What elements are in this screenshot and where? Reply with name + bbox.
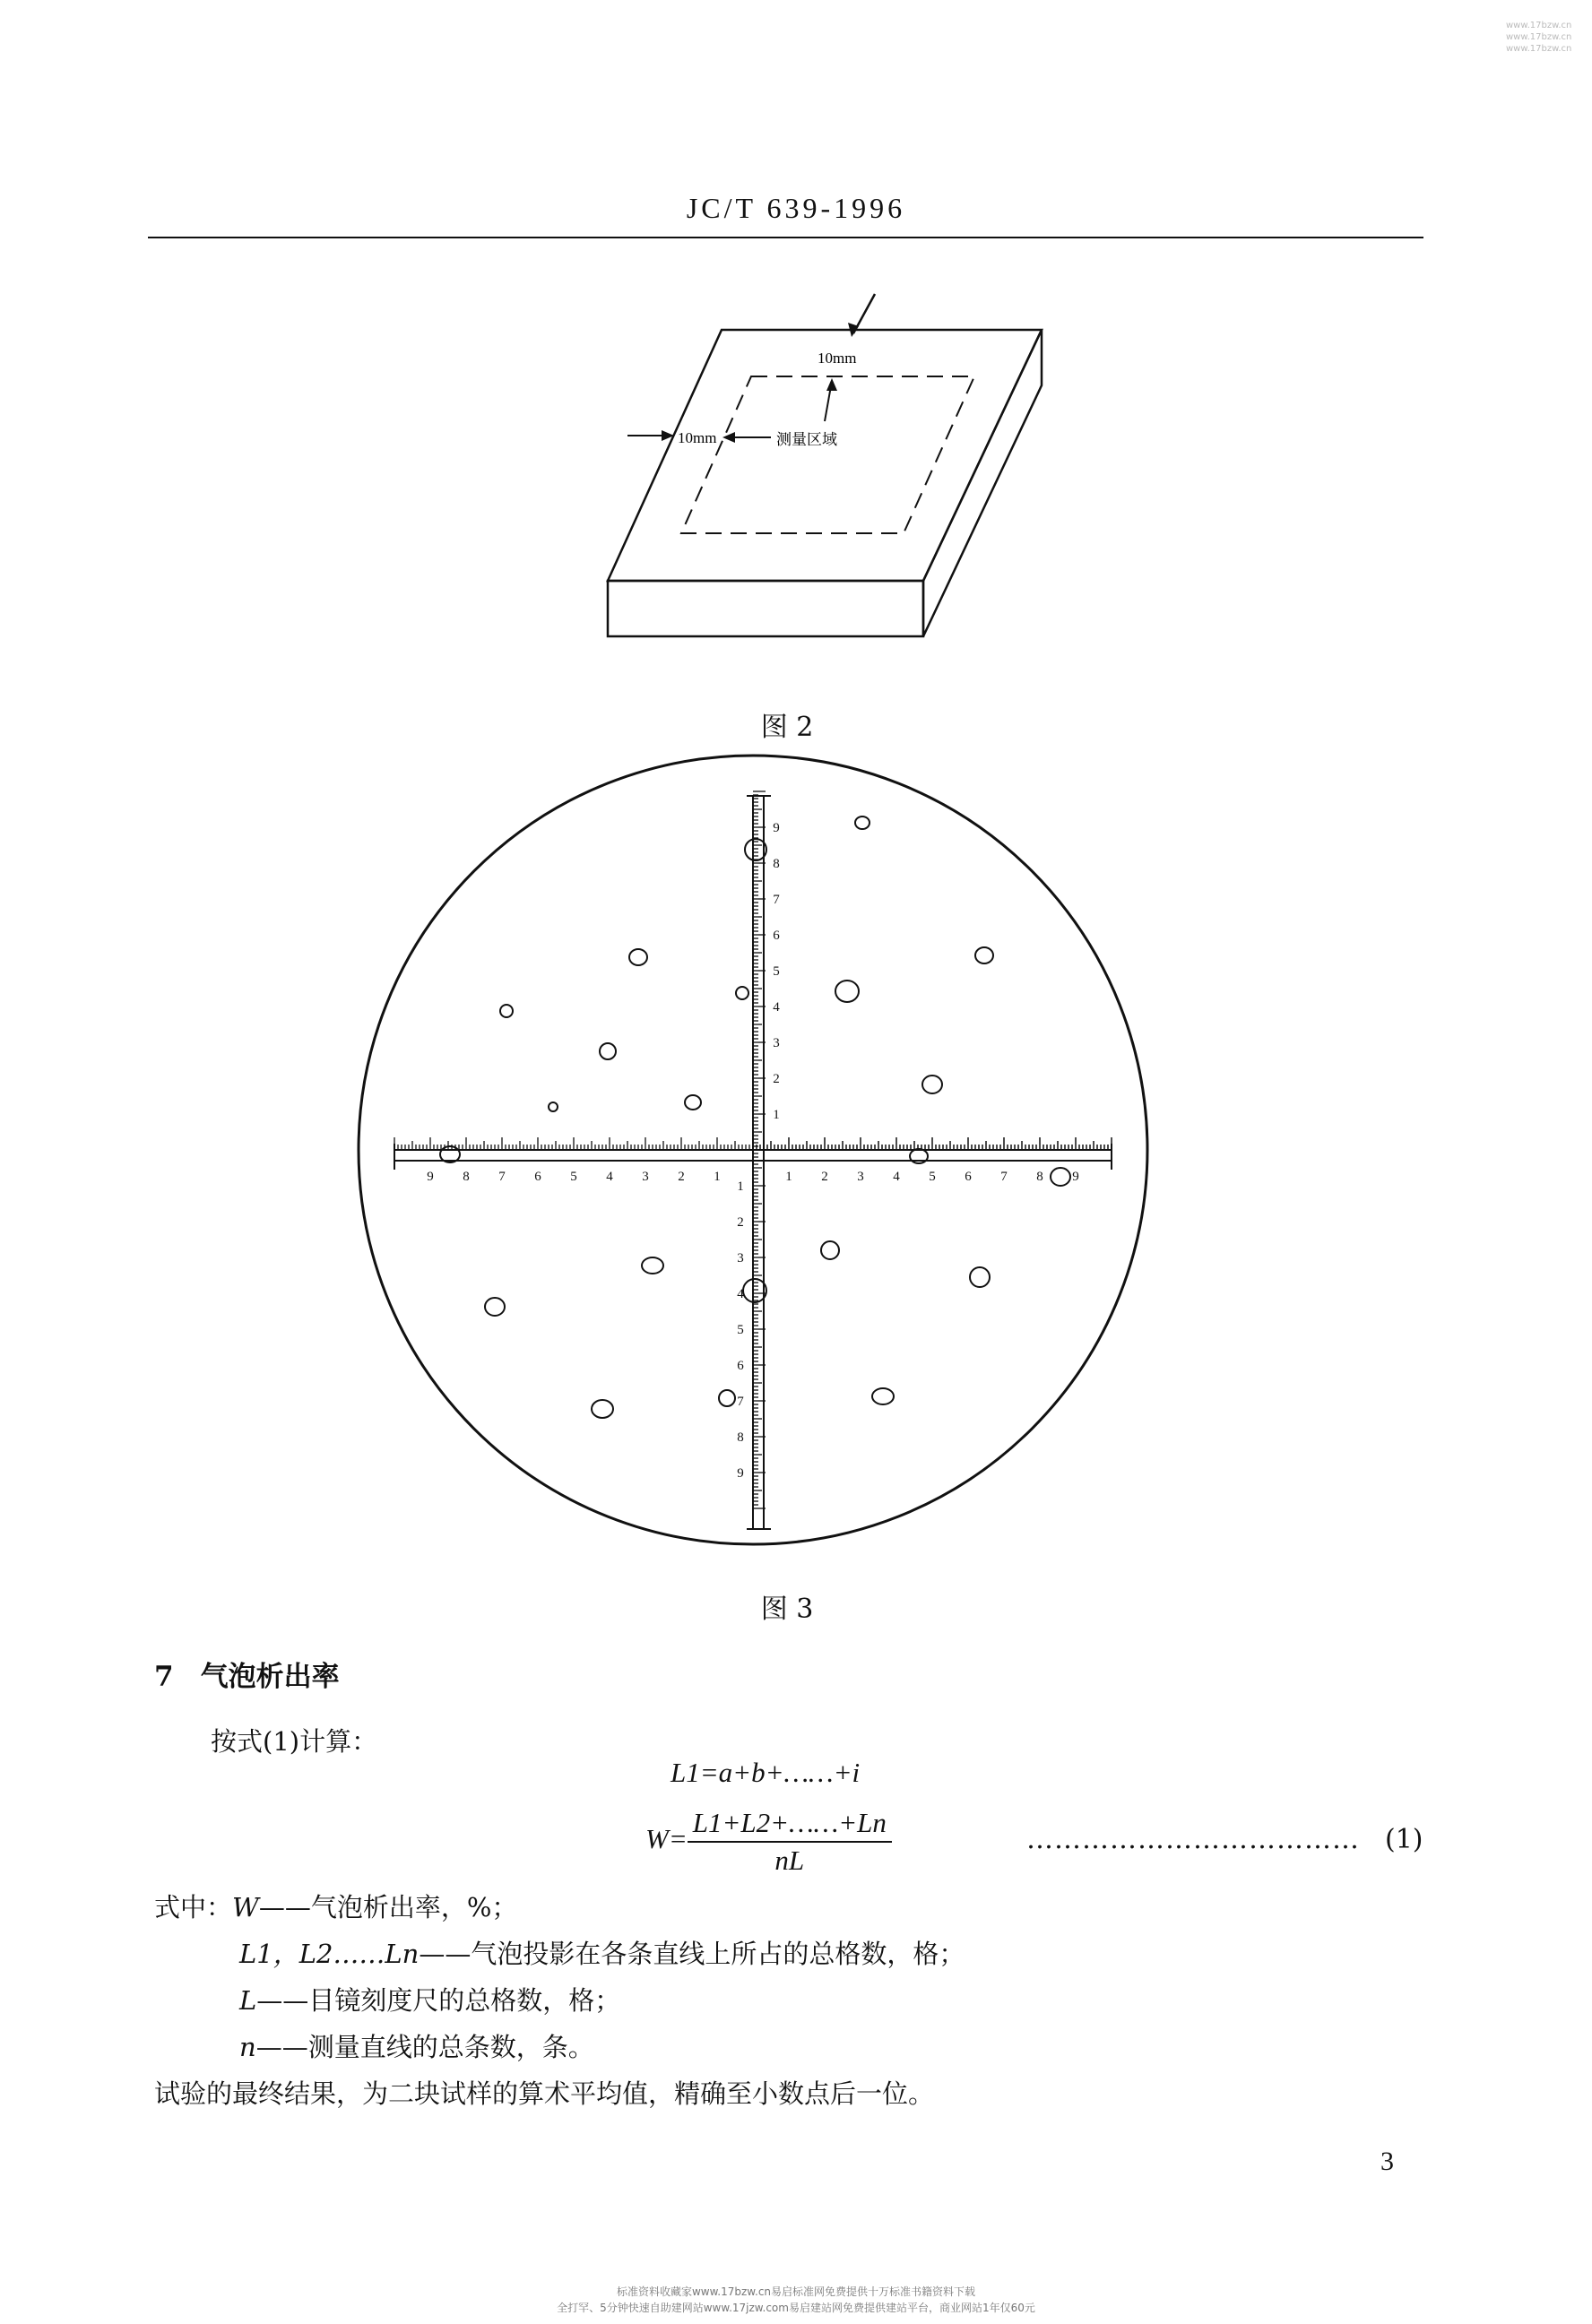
def-symbol: n — [239, 2032, 256, 2062]
def-text: ——气泡投影在各条直线上所占的总格数，格； — [419, 1939, 965, 1969]
section-heading — [154, 1654, 340, 1694]
where-prefix: 式中： — [154, 1892, 233, 1922]
bubble — [600, 1043, 616, 1059]
scale-label: 3 — [642, 1170, 649, 1184]
scale-label: 1 — [785, 1170, 792, 1184]
scale-label: 6 — [773, 929, 780, 943]
scale-label: 7 — [1000, 1170, 1008, 1184]
scale-label: 5 — [570, 1170, 577, 1184]
bubble — [922, 1076, 942, 1093]
scale-label: 4 — [737, 1287, 744, 1301]
watermark-line: www.17bzw.cn — [1506, 21, 1572, 30]
where-line — [154, 1931, 965, 1977]
standard-id: JC/T 639-1996 — [686, 192, 906, 224]
figure-3-caption: 图 3 — [760, 1594, 814, 1625]
bubble — [592, 1400, 613, 1418]
footer-line: 全打罕、5分钟快速自助建网站www.17jzw.com易启建站网免费提供建站平台，商业网站1年仅60元 — [557, 2302, 1035, 2314]
scale-label: 4 — [893, 1170, 900, 1184]
equation-number: (1) — [1385, 1824, 1423, 1855]
scale-label: 1 — [737, 1179, 744, 1194]
bubble — [642, 1257, 663, 1274]
scale-label: 2 — [737, 1215, 744, 1230]
scale-label: 2 — [678, 1170, 685, 1184]
bubble — [736, 987, 748, 999]
section-number: 7 — [154, 1661, 174, 1693]
where-line — [154, 2024, 965, 2070]
where-line — [154, 1977, 965, 2024]
scale-label: 5 — [929, 1170, 936, 1184]
scale-label: 2 — [773, 1072, 780, 1086]
watermark-line: www.17bzw.cn — [1506, 44, 1572, 54]
scale-label: 6 — [737, 1359, 744, 1373]
scale-label: 6 — [534, 1170, 541, 1184]
dim-top-label: 10mm — [818, 350, 857, 367]
formula-2-denominator: nL — [774, 1845, 805, 1876]
scale-label: 3 — [857, 1170, 864, 1184]
bubble — [970, 1267, 990, 1287]
bubble — [855, 816, 870, 829]
scale-label: 3 — [773, 1036, 780, 1050]
scale-label: 9 — [1072, 1170, 1079, 1184]
bubble — [549, 1102, 558, 1111]
scale-label: 4 — [606, 1170, 613, 1184]
where-line — [154, 1884, 965, 1931]
conclusion-text: 试验的最终结果，为二块试样的算术平均值，精确至小数点后一位。 — [154, 2078, 935, 2109]
bubble — [485, 1298, 505, 1316]
scale-label: 7 — [737, 1395, 744, 1409]
def-symbol: L — [239, 1985, 257, 2016]
section-title: 气泡析出率 — [200, 1661, 340, 1693]
scale-label: 9 — [773, 821, 780, 835]
scale-label: 7 — [498, 1170, 506, 1184]
bubble — [685, 1095, 701, 1110]
bubble — [500, 1005, 513, 1017]
scale-label: 3 — [737, 1251, 744, 1266]
def-text: ——气泡析出率，%； — [258, 1892, 518, 1922]
scale-label: 4 — [773, 1000, 780, 1015]
formula-2 — [645, 1807, 892, 1877]
scale-label: 6 — [965, 1170, 972, 1184]
scale-label: 1 — [714, 1170, 721, 1184]
def-text: ——测量直线的总条数，条。 — [255, 2032, 594, 2062]
equation-leader: ……………………………… — [1026, 1824, 1360, 1855]
scale-label: 7 — [773, 893, 780, 907]
bubble — [975, 947, 993, 963]
scale-label: 9 — [737, 1466, 744, 1481]
bubble — [835, 981, 859, 1002]
formula-intro: 按式(1)计算： — [211, 1726, 378, 1757]
def-symbol: L1，L2……Ln — [239, 1939, 420, 1969]
zone-label: 测量区域 — [776, 431, 837, 449]
scale-label: 8 — [1036, 1170, 1043, 1184]
bubble — [629, 949, 647, 965]
bubble — [719, 1390, 735, 1406]
def-text: ——目镜刻度尺的总格数，格； — [256, 1985, 621, 2016]
formula-2-lhs: W= — [645, 1823, 688, 1855]
scale-label: 5 — [737, 1323, 744, 1337]
bubble — [872, 1388, 894, 1404]
scale-label: 1 — [773, 1108, 780, 1122]
scale-label: 8 — [463, 1170, 470, 1184]
scale-label: 8 — [773, 857, 780, 871]
formula-2-fraction — [688, 1807, 892, 1877]
bubble — [821, 1241, 839, 1259]
def-symbol: W — [232, 1892, 259, 1922]
where-block — [154, 1884, 965, 2117]
scale-label: 2 — [821, 1170, 828, 1184]
watermark-line: www.17bzw.cn — [1506, 32, 1572, 42]
formula-2-numerator: L1+L2+……+Ln — [688, 1807, 892, 1843]
figure-2-caption: 图 2 — [760, 712, 814, 743]
page-number: 3 — [1380, 2147, 1394, 2176]
scale-label: 5 — [773, 964, 780, 979]
scale-label: 9 — [427, 1170, 434, 1184]
formula-1: L1=a+b+……+i — [671, 1757, 861, 1788]
scale-label: 8 — [737, 1430, 744, 1445]
bubble — [1051, 1168, 1070, 1186]
dim-left-label: 10mm — [678, 429, 717, 446]
footer-line: 标准资料收藏家www.17bzw.cn易启标准网免费提供十万标准书籍资料下载 — [616, 2285, 976, 2298]
